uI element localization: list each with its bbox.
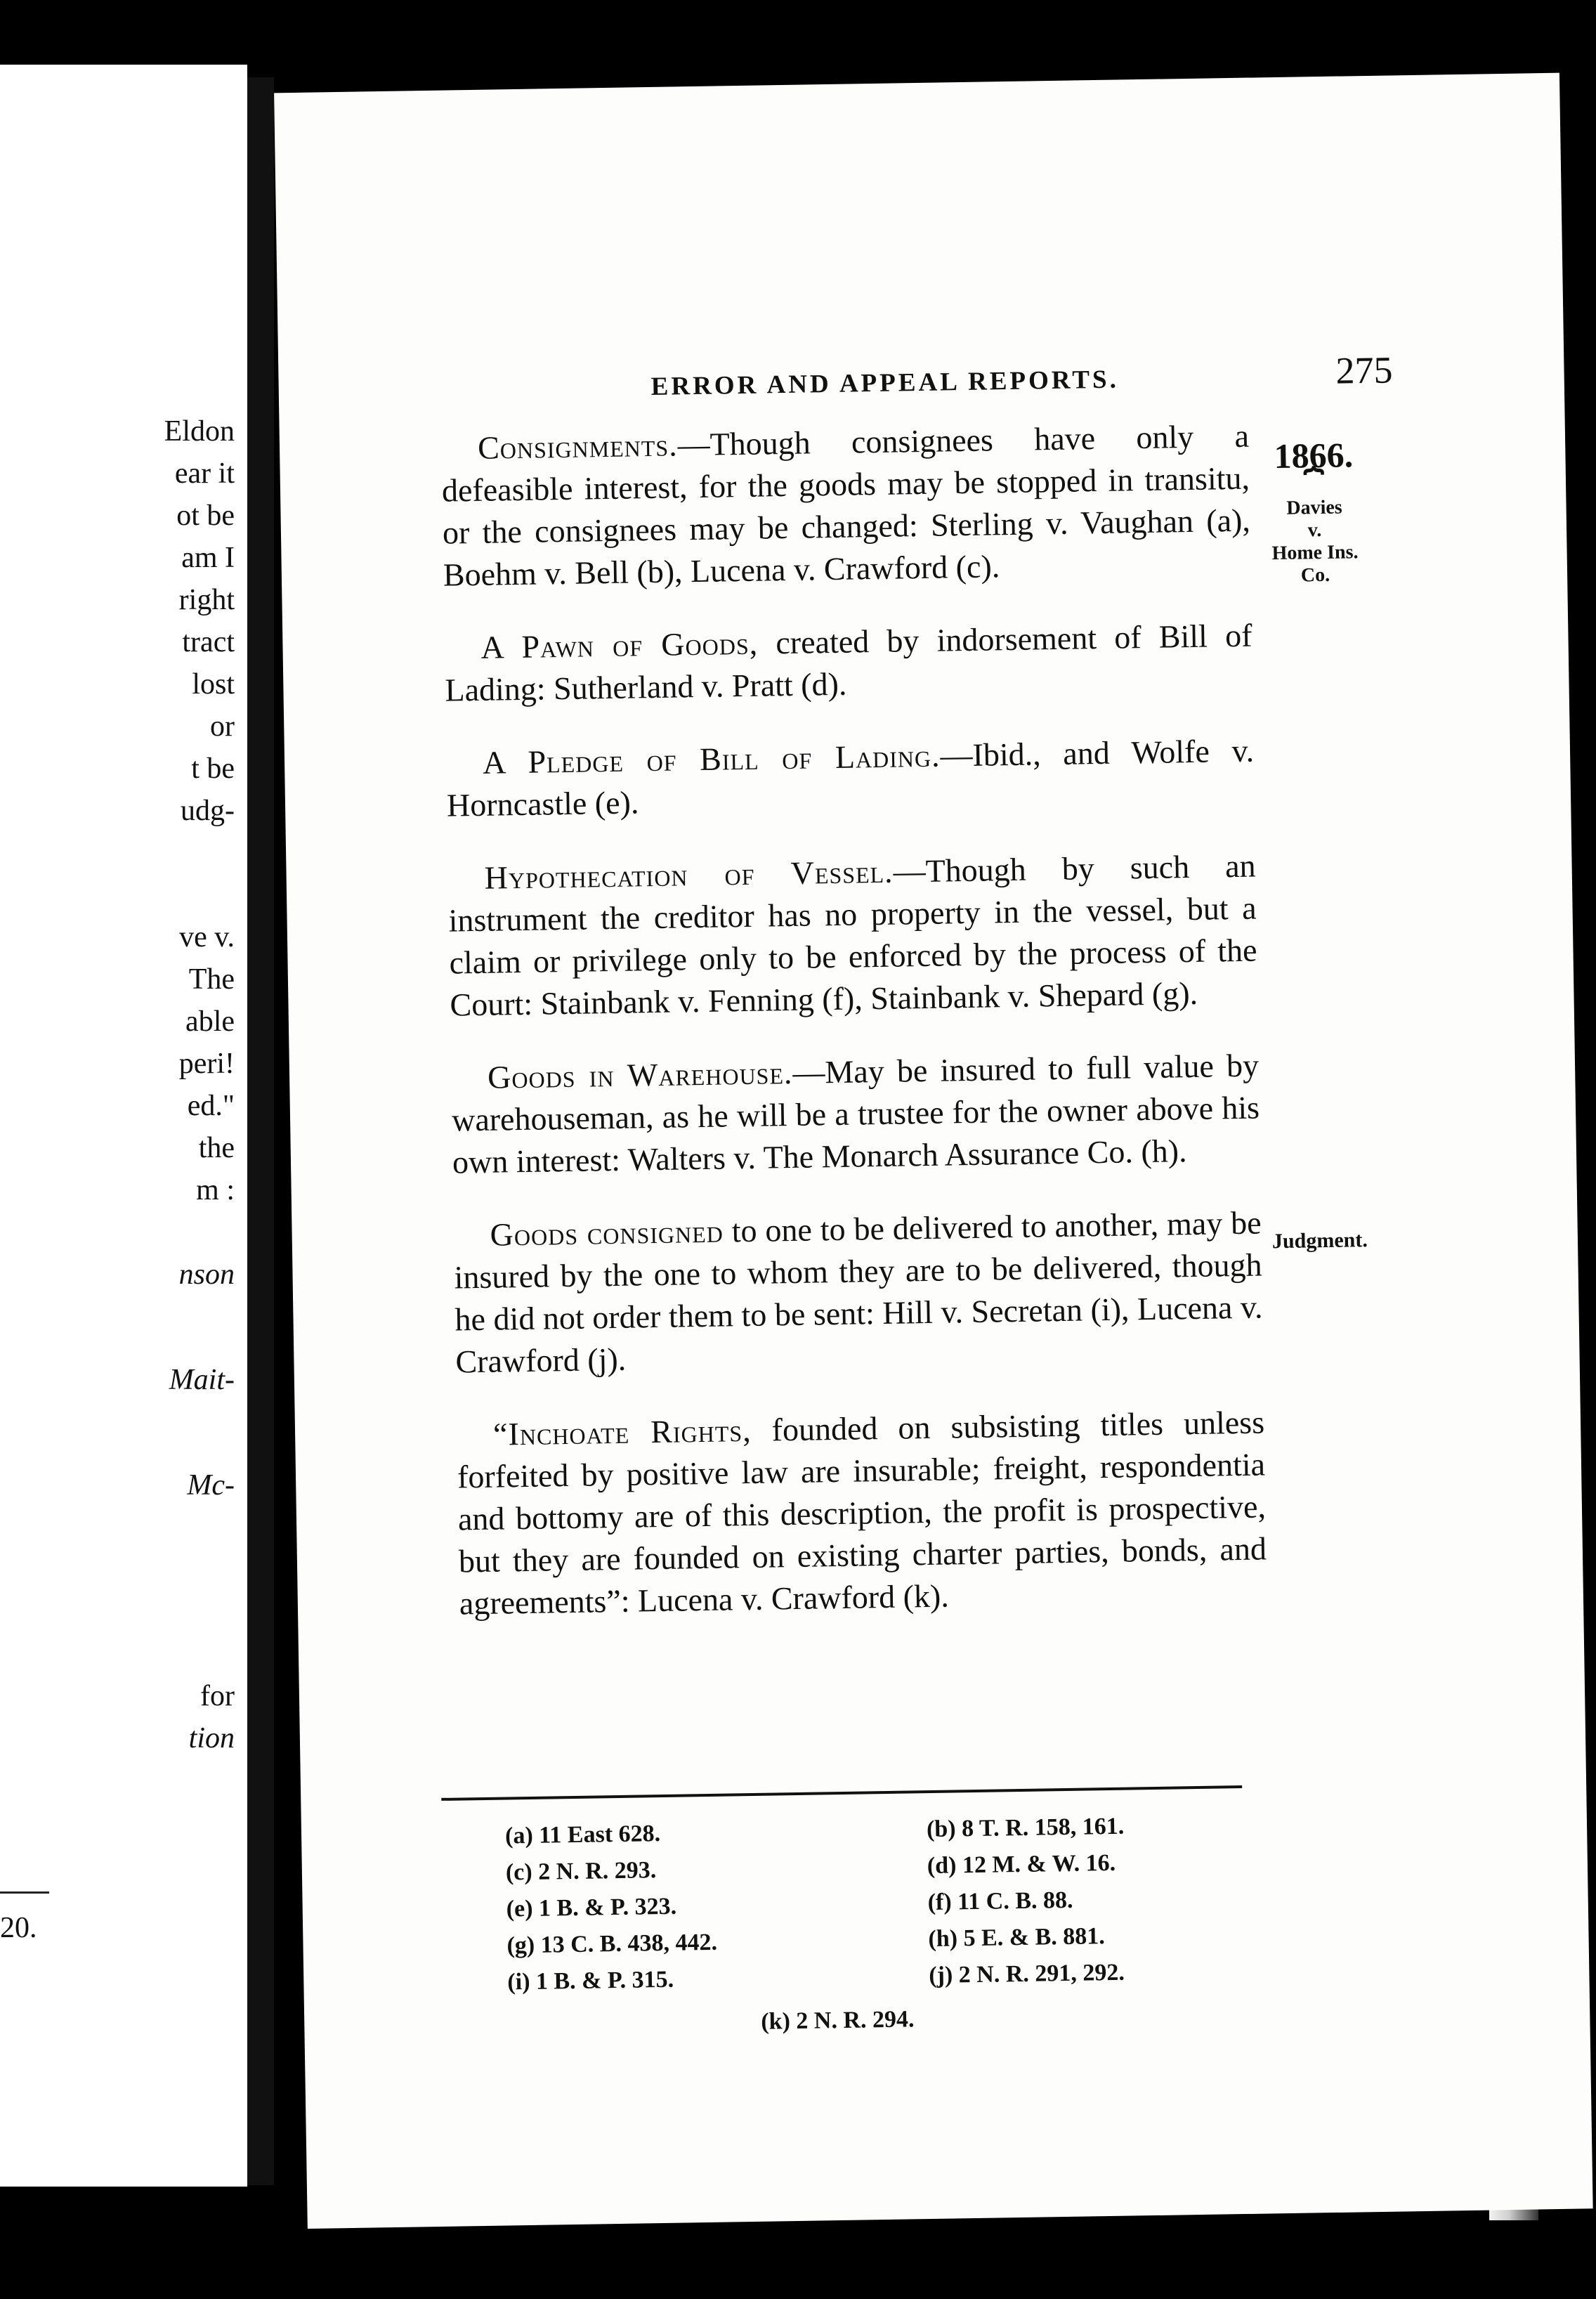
paragraph-lead: A Pawn of Goods, [480, 625, 759, 665]
page-number: 275 [1335, 349, 1393, 392]
footnote: (a) 11 East 628. [504, 1821, 661, 1849]
paragraph-text: created by indorsement of Bill of Lading: Sutherland v. Pratt (d). [445, 617, 1252, 708]
left-line: lost [192, 668, 235, 701]
footnote-rule [441, 1785, 1242, 1801]
left-line: The [188, 963, 235, 996]
paragraph-lead: A Pledge of Bill of Lading. [482, 737, 941, 781]
paragraph [444, 615, 1253, 712]
left-line: Mc- [187, 1469, 235, 1502]
margin-note [1270, 434, 1359, 587]
left-line: tract [182, 626, 235, 658]
footnote: (c) 2 N. R. 293. [505, 1857, 657, 1886]
paragraph-lead: Consignments. [477, 426, 678, 466]
running-title: ERROR AND APPEAL REPORTS. [650, 365, 1120, 401]
left-line: ear it [174, 457, 235, 490]
case-name-line: Davies [1286, 496, 1342, 519]
left-line: the [198, 1132, 235, 1164]
left-line: nson [178, 1258, 235, 1291]
footnote-column-right [927, 1809, 1127, 1994]
book-spine [247, 77, 274, 2185]
case-name-line: v. [1307, 519, 1322, 542]
paragraph-text: founded on subsisting titles unless forfeited by positive law are insurable; freight, respondentia and bottomy are of this description, the profit is prospective, but they are founded on existing charter parties, bonds, and agreements”: Lucena v. Crawford (k). [457, 1404, 1267, 1622]
case-name-line: Home Ins. [1271, 541, 1359, 565]
left-page-fragment [0, 65, 247, 2187]
footnote: (b) 8 T. R. 158, 161. [926, 1813, 1125, 1843]
paragraph-lead: “Inchoate Rights, [492, 1412, 752, 1452]
footnote: (e) 1 B. & P. 323. [506, 1893, 677, 1922]
paragraph [451, 1045, 1261, 1184]
paragraph-text: —Though by such an instrument the creditor has no property in the vessel, but a claim or privilege only to be enforced by the process of the Court: Stainbank v. Fenning (f), Stainbank v. Shepard (g). [448, 847, 1257, 1023]
left-line: Mait- [169, 1364, 235, 1396]
left-line: peri! [178, 1048, 235, 1080]
footnote: (f) 11 C. B. 88. [927, 1887, 1073, 1916]
left-line: tion [188, 1722, 235, 1754]
left-line: m : [196, 1174, 235, 1206]
case-name-line: Co. [1300, 564, 1330, 587]
left-line: ve v. [179, 921, 235, 953]
footnote: (k) 2 N. R. 294. [761, 2006, 915, 2035]
paragraph-text: —Ibid., and Wolfe v. Horncastle (e). [446, 732, 1255, 823]
paragraph-lead: Hypothecation of Vessel. [484, 853, 894, 896]
left-line: am I [181, 542, 235, 574]
paragraph-text: —May be insured to full value by warehouseman, as he will be a trustee for the owner above his own interest: Walters v. The Monarch Assurance Co. (h). [451, 1047, 1260, 1180]
paragraph [441, 415, 1252, 597]
left-line: t be [191, 753, 235, 785]
footnote: (h) 5 E. & B. 881. [928, 1923, 1105, 1953]
left-line: or [210, 710, 235, 743]
paragraph [446, 730, 1255, 827]
left-line: 20. [0, 1912, 37, 1944]
judgment-note: Judgment. [1271, 1228, 1368, 1253]
left-line: right [178, 584, 235, 616]
paragraph-lead: Goods consigned [490, 1213, 724, 1253]
footnotes [477, 1806, 1250, 2035]
paragraph-text: —Though consignees have only a defeasible interest, for the goods may be stopped in transitu, or the consignees may be changed: Sterling v. Vaughan (a), Boehm v. Bell (b), Lucena v. Crawford (c). [441, 417, 1251, 593]
paragraph [457, 1401, 1268, 1624]
body-text [441, 415, 1268, 1656]
left-line: ot be [176, 500, 235, 532]
paragraph-lead: Goods in Warehouse. [487, 1054, 793, 1095]
left-line: for [200, 1680, 235, 1712]
footnote: (d) 12 M. & W. 16. [927, 1849, 1116, 1880]
paragraph-text: to one to be delivered to another, may be insured by the one to whom they are to be delivered, though he did not order them to be sent: Hill v. Secretan (i), Lucena v. Crawford (j). [454, 1204, 1263, 1380]
footnote: (j) 2 N. R. 291, 292. [929, 1959, 1125, 1989]
left-line: udg- [181, 795, 235, 827]
footnote: (g) 13 C. B. 438, 442. [506, 1929, 718, 1959]
brace-mark: ⏞ [1303, 467, 1325, 505]
left-footnote-rule [0, 1891, 49, 1894]
left-line: ed." [187, 1090, 235, 1122]
paragraph [453, 1201, 1264, 1383]
year-note: 1866. [1274, 435, 1354, 476]
left-line: able [185, 1005, 235, 1038]
left-line: Eldon [164, 415, 235, 448]
footnote: (i) 1 B. & P. 315. [507, 1966, 674, 1995]
footnote-column-left [505, 1815, 718, 2001]
paragraph [447, 845, 1258, 1027]
book-page [274, 73, 1593, 2229]
